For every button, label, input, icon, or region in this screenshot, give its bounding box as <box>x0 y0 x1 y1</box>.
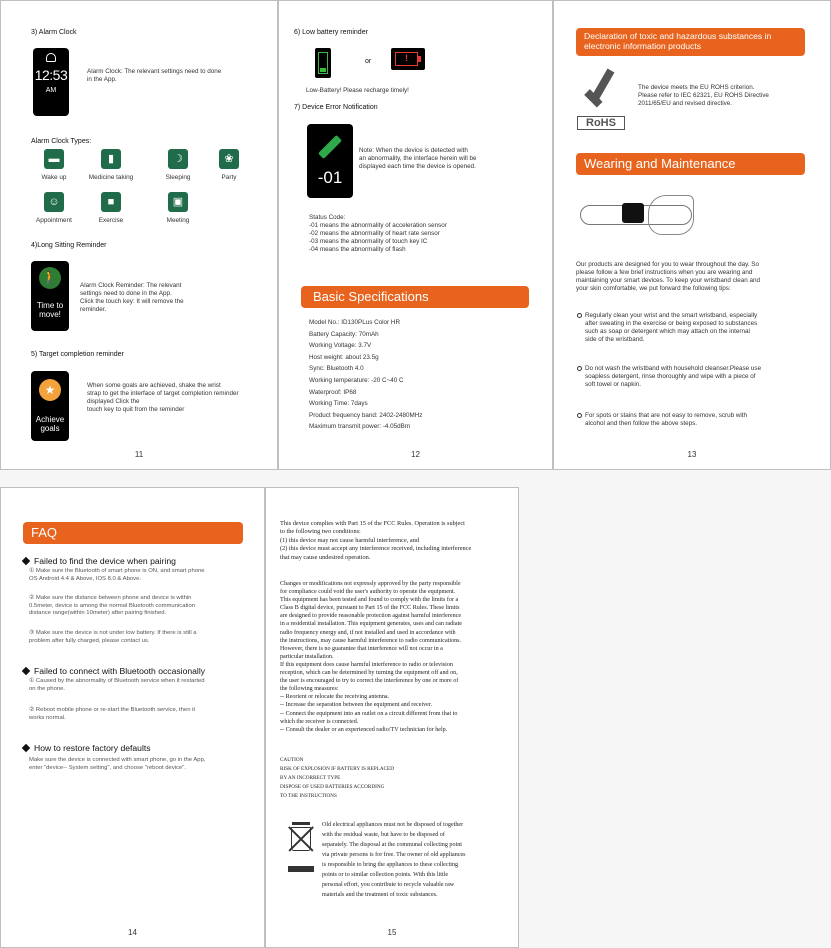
target-screen-text: Achieve goals <box>35 415 65 433</box>
trophy-icon: ★ <box>39 379 61 401</box>
declaration-title: Declaration of toxic and hazardous substances in electronic information products <box>576 28 805 56</box>
briefcase-icon: ▣ <box>168 192 188 212</box>
rohs-logo <box>577 70 627 132</box>
sitting-screen-text: Time to move! <box>36 301 64 319</box>
page-number: 13 <box>687 450 697 459</box>
tip-bullet-icon <box>577 413 582 418</box>
spec-item: Working Voltage: 3.7V <box>309 342 372 350</box>
target-screen <box>31 371 69 441</box>
faq-title: FAQ <box>23 522 243 544</box>
page-11 <box>0 0 278 470</box>
target-desc: When some goals are achieved, shake the wrist strap to get the interface of target completion reminder displayed Click the touch key to quit from the reminder <box>87 382 239 414</box>
alarm-heading: 3) Alarm Clock <box>31 29 77 36</box>
sitting-heading: 4)Long Sitting Reminder <box>31 242 107 249</box>
specs-title: Basic Specifications <box>301 286 529 308</box>
pill-icon: ▮ <box>101 149 121 169</box>
wearing-intro: Our products are designed for you to wear throughout the day. So please follow a few brief instructions when you are wearing and maintaining your smart devices. To keep your wristband clean and your skin comfortable, we put forward the following tips: <box>576 261 760 293</box>
low-battery-red-icon: ! <box>391 48 425 70</box>
diamond-bullet-icon <box>22 667 30 675</box>
tip-text: For spots or stains that are not easy to remove, scrub with alcohol and then follow the above steps. <box>585 412 748 428</box>
alarm-type-label: Wake up <box>41 174 67 181</box>
alarm-type-label: Meeting <box>166 217 190 224</box>
faq-item: Make sure the device is connected with smart phone, go in the App, enter "device-- System setting", and choose "reboot device". <box>29 757 206 771</box>
faq-heading: Failed to connect with Bluetooth occasionally <box>34 666 206 676</box>
cheers-icon: ❀ <box>219 149 239 169</box>
alarm-type-label: Party <box>221 174 237 181</box>
page-12 <box>278 0 553 470</box>
low-battery-green-icon <box>315 48 331 78</box>
faq-item: ② Make sure the distance between phone and device is within 0.5meter, device is among the normal Bluetooth communication distance range(within 10meter) after pairing finished. <box>29 595 196 617</box>
diamond-bullet-icon <box>22 557 30 565</box>
moon-icon: ☽ <box>168 149 188 169</box>
sitting-screen <box>31 261 69 331</box>
bell-icon <box>46 53 56 62</box>
page-14 <box>0 487 265 948</box>
people-icon: ☺ <box>44 192 64 212</box>
wrench-icon <box>318 135 342 159</box>
page-13 <box>553 0 831 470</box>
faq-item: ① Caused by the abnormality of Bluetooth service when it restarted on the phone. <box>29 678 205 692</box>
page-15 <box>265 487 519 948</box>
faq-heading: How to restore factory defaults <box>34 743 151 753</box>
alarm-clock-screen <box>33 48 69 116</box>
tip-text: Regularly clean your wrist and the smart wristband, especially after sweating in the exercise or being exposed to substances such as soap or detergent which may attach on the internal side of the wristband. <box>585 312 758 344</box>
target-heading: 5) Target completion reminder <box>31 351 124 358</box>
page-number: 15 <box>387 928 397 937</box>
alarm-type-label: Appointment <box>36 217 72 224</box>
dumbbell-icon: ■ <box>101 192 121 212</box>
spec-item: Host weight: about 23.5g <box>309 353 379 361</box>
page-number: 11 <box>134 450 144 459</box>
fcc-body: Changes or modifications not expressly approved by the party responsible for compliance could void the user's authority to operate the equipment. This equipment has been tested and found to comply with the limits for a Class B digital device, pursuant to Part 15 of the FCC Rules. These limits are designed to provide reasonable protection against harmful interference in a residential installation. This equipment generates, uses and can radiate radio frequency energy and, if not installed and used in accordance with the instructions, may cause harmful interference to radio communications. However, there is no guarantee that interference will not occur in a particular installation. If this equipment does cause harmful interference to radio or television reception, which can be determined by turning the equipment off and on, the user is encouraged to try to correct the interference by one or more of the following measures: -- Reorient or relocate the receiving antenna. -- Increase the separation between the equipment and receiver. -- Connect the equipment into an outlet on a circuit different from that to which the receiver is connected. -- Consult the dealer or an experienced radio/TV technician for help. <box>280 581 462 733</box>
faq-item: ③ Make sure the device is not under low battery. If there is still a problem after fully charged, please contact us. <box>29 630 197 644</box>
battery-caption: Low-Battery! Please recharge timely! <box>306 87 409 94</box>
alarm-ampm: AM <box>45 87 57 94</box>
spec-item: Maximum transmit power: -4.05dBm <box>309 423 411 431</box>
spec-item: Working temperature: -20 C~40 C <box>309 377 404 384</box>
status-lines: Status Code: -01 means the abnormality of acceleration sensor -02 means the abnormality of heart rate sensor -03 means the abnormality of touch key IC -04 means the abnormality of flash <box>309 214 447 254</box>
alarm-type-label: Exercise <box>98 217 124 224</box>
rohs-label: RoHS <box>577 116 625 130</box>
wristband-illustration <box>578 193 708 237</box>
spec-item: Product frequency band: 2402-2480MHz <box>309 411 423 419</box>
spec-item: Sync: Bluetooth 4.0 <box>309 365 364 373</box>
spec-item: Working Time: 7days <box>309 400 368 408</box>
battery-heading: 6) Low battery reminder <box>294 29 368 36</box>
error-code: -01 <box>317 168 343 187</box>
alarm-time: 12:53 <box>34 67 68 83</box>
sitting-desc: Alarm Clock Reminder: The relevant settings need to done in the App. Click the touch key: It will remove the reminder. <box>80 282 184 314</box>
error-heading: 7) Device Error Notification <box>294 104 378 111</box>
page-number: 12 <box>411 450 420 459</box>
weee-text: Old electrical appliances must not be disposed of together with the residual waste, but have to be disposed of separately. The disposal at the communal collecting point via private persons is for free. The owner of old appliances is responsible to bring the appliances to these collecting points or to similar collection points. With this little personal effort, you contribute to recycle valuable raw materials and the treatment of toxic substances. <box>322 822 466 898</box>
checkmark-icon <box>585 70 619 114</box>
fcc-intro: This device complies with Part 15 of the FCC Rules. Operation is subject to the following two conditions: (1) this device may not cause harmful interference, and (2) this device must accept any interference received, including interference that may cause undesired operation. <box>280 520 472 561</box>
error-screen <box>307 124 353 198</box>
alarm-desc: Alarm Clock: The relevant settings need to done in the App. <box>87 68 222 84</box>
spec-item: Model No.: ID130PLus Color HR <box>309 319 400 326</box>
hand-icon <box>648 195 694 235</box>
types-heading: Alarm Clock Types: <box>31 138 92 145</box>
tip-bullet-icon <box>577 313 582 318</box>
wearing-title: Wearing and Maintenance <box>576 153 805 175</box>
or-text: or <box>365 58 372 65</box>
faq-item: ① Make sure the Bluetooth of smart phone is ON, and smart phone OS Android 4.4 & Above, IOS 8.0 & Above. <box>29 568 205 582</box>
bed-icon: ▬ <box>44 149 64 169</box>
faq-heading: Failed to find the device when pairing <box>34 556 176 566</box>
faq-item: ② Reboot mobile phone or re-start the Bluetooth service, then it works normal. <box>29 707 196 721</box>
tip-bullet-icon <box>577 366 582 371</box>
walking-icon: 🚶 <box>39 267 61 289</box>
spec-item: Battery Capacity: 70mAh <box>309 330 379 338</box>
rohs-text: The device meets the EU ROHS criterion. Please refer to IEC 62321, EU ROHS Directive 2011/65/EU and revised directive. <box>638 84 769 108</box>
error-note: Note: When the device is detected with an abnormality, the interface herein will be displayed each time the device is opened. <box>359 147 477 171</box>
caution-text: CAUTION RISK OF EXPLOSION IF BATTERY IS REPLACED BY AN INCORRECT TYPE DISPOSE OF USED BATTERIES ACCORDING TO THE INSTRUCTIONS <box>280 757 394 799</box>
diamond-bullet-icon <box>22 744 30 752</box>
wristband-screen-icon <box>622 203 644 223</box>
alarm-type-label: Sleeping <box>165 174 191 181</box>
page-number: 14 <box>128 928 137 937</box>
weee-bin-icon <box>286 822 316 876</box>
tip-text: Do not wash the wristband with household cleanser.Please use soapless detergent, rinse thoroughly and wipe with a piece of soft towel or napkin. <box>585 365 762 389</box>
spec-item: Waterproof: IP68 <box>309 388 357 396</box>
alarm-type-label: Medicine taking <box>88 174 134 181</box>
